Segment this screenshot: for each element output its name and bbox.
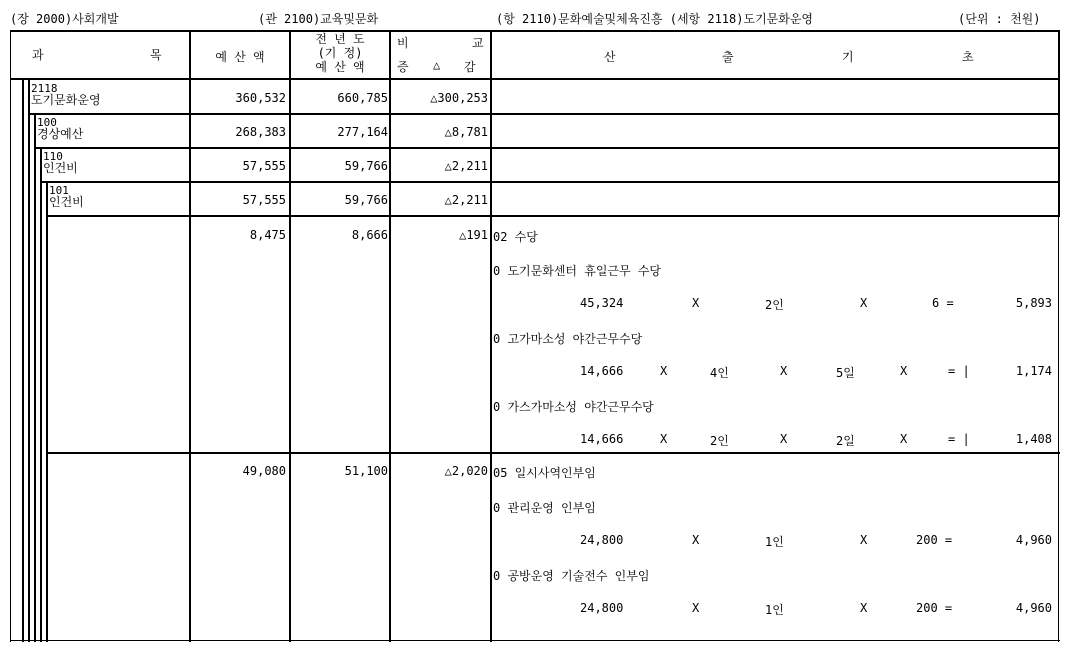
col-header-prev-line3: 예 산 액 [315, 60, 365, 74]
col-header-subject-2: 목 [150, 48, 162, 62]
tree-line-5 [46, 182, 48, 642]
calc-days: 2일 [836, 434, 855, 448]
col-divider-prev [389, 30, 391, 642]
calc-times: X [900, 364, 908, 378]
row-budget: 268,383 [235, 125, 286, 139]
tree-line-3 [34, 114, 36, 642]
section-diff: △191 [459, 228, 488, 242]
item-desc: 0 가스가마소성 야간근무수당 [493, 400, 654, 414]
tree-line-2 [28, 80, 30, 642]
gwan-label: (관 2100)교육및문화 [258, 12, 379, 26]
calc-times: X [692, 296, 700, 310]
section-budget: 8,475 [249, 228, 286, 242]
calc-times: X [860, 533, 868, 547]
col-divider-budget [289, 30, 291, 642]
calc-days: 200 = [916, 533, 953, 547]
calc-amount: 24,800 [580, 533, 624, 547]
table-top-border [10, 30, 1060, 32]
col-header-basis-2: 출 [722, 50, 734, 64]
calc-total: 1,174 [1015, 364, 1052, 378]
item-desc: 0 고가마소성 야간근무수당 [493, 332, 643, 346]
hang-label: (항 2110)문화예술및체육진흥 (세항 2118)도기문화운영 [496, 12, 814, 26]
calc-times: X [692, 533, 700, 547]
row-diff: △2,211 [444, 159, 488, 173]
row-sep-4 [46, 215, 1060, 217]
col-divider-subject [189, 30, 191, 642]
row-budget: 360,532 [235, 91, 286, 105]
col-header-compare-2b: △ [433, 58, 441, 72]
calc-amount: 14,666 [580, 364, 624, 378]
col-header-basis-3: 기 [842, 50, 854, 64]
section-diff: △2,020 [444, 464, 488, 478]
calc-days: 200 = [916, 601, 953, 615]
row-code: 110 [43, 150, 63, 163]
row-name: 도기문화운영 [31, 93, 101, 107]
row-name: 경상예산 [37, 127, 84, 141]
row-prev: 277,164 [337, 125, 388, 139]
calc-persons: 1인 [765, 603, 784, 617]
col-header-subject-1: 과 [32, 48, 44, 62]
calc-persons: 4인 [710, 366, 729, 380]
col-header-budget: 예 산 액 [215, 50, 265, 64]
unit-label: (단위 : 천원) [958, 12, 1041, 26]
calc-persons: 2인 [765, 298, 784, 312]
calc-times: X [660, 432, 668, 446]
table-row-label [31, 84, 101, 106]
calc-times: X [780, 364, 788, 378]
row-diff: △2,211 [444, 193, 488, 207]
header-bottom-border [10, 78, 1060, 80]
col-header-compare-1a: 비 [397, 36, 409, 50]
calc-amount: 45,324 [580, 296, 624, 310]
section-prev: 8,666 [351, 228, 388, 242]
row-diff: △300,253 [430, 91, 488, 105]
right-border-2 [1058, 114, 1060, 216]
calc-persons: 2인 [710, 434, 729, 448]
item-desc: 0 공방운영 기술전수 인부임 [493, 569, 650, 583]
calc-equals: = | [948, 432, 970, 446]
item-desc: 0 도기문화센터 휴일근무 수당 [493, 264, 662, 278]
calc-times: X [900, 432, 908, 446]
row-prev: 59,766 [344, 193, 388, 207]
table-bottom-border [10, 640, 1060, 641]
row-code: 2118 [31, 82, 58, 95]
calc-persons: 1인 [765, 535, 784, 549]
right-border [1058, 30, 1060, 114]
row-budget: 57,555 [242, 159, 286, 173]
row-prev: 59,766 [344, 159, 388, 173]
section-title: 02 수당 [493, 230, 538, 244]
tree-line-1 [22, 80, 24, 642]
jang-label: (장 2000)사회개발 [10, 12, 119, 26]
calc-times: X [860, 601, 868, 615]
calc-times: X [860, 296, 868, 310]
calc-factor: 6 = [932, 296, 954, 310]
row-sep-2 [34, 147, 1060, 149]
tree-line-0 [10, 30, 11, 642]
calc-total: 4,960 [1015, 533, 1052, 547]
row-prev: 660,785 [337, 91, 388, 105]
row-sep-3 [40, 181, 1060, 183]
tree-line-4 [40, 148, 42, 642]
calc-times: X [660, 364, 668, 378]
col-divider-diff [490, 30, 492, 642]
right-border-3 [1058, 216, 1059, 642]
row-diff: △8,781 [444, 125, 488, 139]
calc-amount: 24,800 [580, 601, 624, 615]
row-code: 101 [49, 184, 69, 197]
row-code: 100 [37, 116, 57, 129]
calc-amount: 14,666 [580, 432, 624, 446]
row-name: 인건비 [43, 161, 78, 175]
section-budget: 49,080 [242, 464, 286, 478]
row-sep-5 [46, 452, 1060, 454]
section-prev: 51,100 [344, 464, 388, 478]
col-header-compare-1b: 교 [472, 36, 484, 50]
col-header-prev [293, 32, 387, 74]
calc-times: X [780, 432, 788, 446]
item-desc: 0 관리운영 인부임 [493, 501, 596, 515]
col-header-basis-1: 산 [604, 50, 616, 64]
section-title: 05 일시사역인부임 [493, 466, 596, 480]
calc-total: 1,408 [1015, 432, 1052, 446]
col-header-prev-line2: (기 정) [317, 46, 363, 60]
table-row-label [43, 152, 78, 174]
row-sep-1 [28, 113, 1060, 115]
calc-times: X [692, 601, 700, 615]
table-row-label [49, 186, 84, 208]
col-header-basis-4: 초 [962, 50, 974, 64]
row-budget: 57,555 [242, 193, 286, 207]
col-header-compare-2c: 감 [464, 60, 476, 74]
calc-days: 5일 [836, 366, 855, 380]
col-header-prev-line1: 전 년 도 [315, 32, 365, 46]
col-header-compare-2a: 증 [397, 60, 409, 74]
calc-equals: = | [948, 364, 970, 378]
calc-total: 5,893 [1015, 296, 1052, 310]
table-row-label [37, 118, 83, 140]
calc-total: 4,960 [1015, 601, 1052, 615]
row-name: 인건비 [49, 195, 84, 209]
